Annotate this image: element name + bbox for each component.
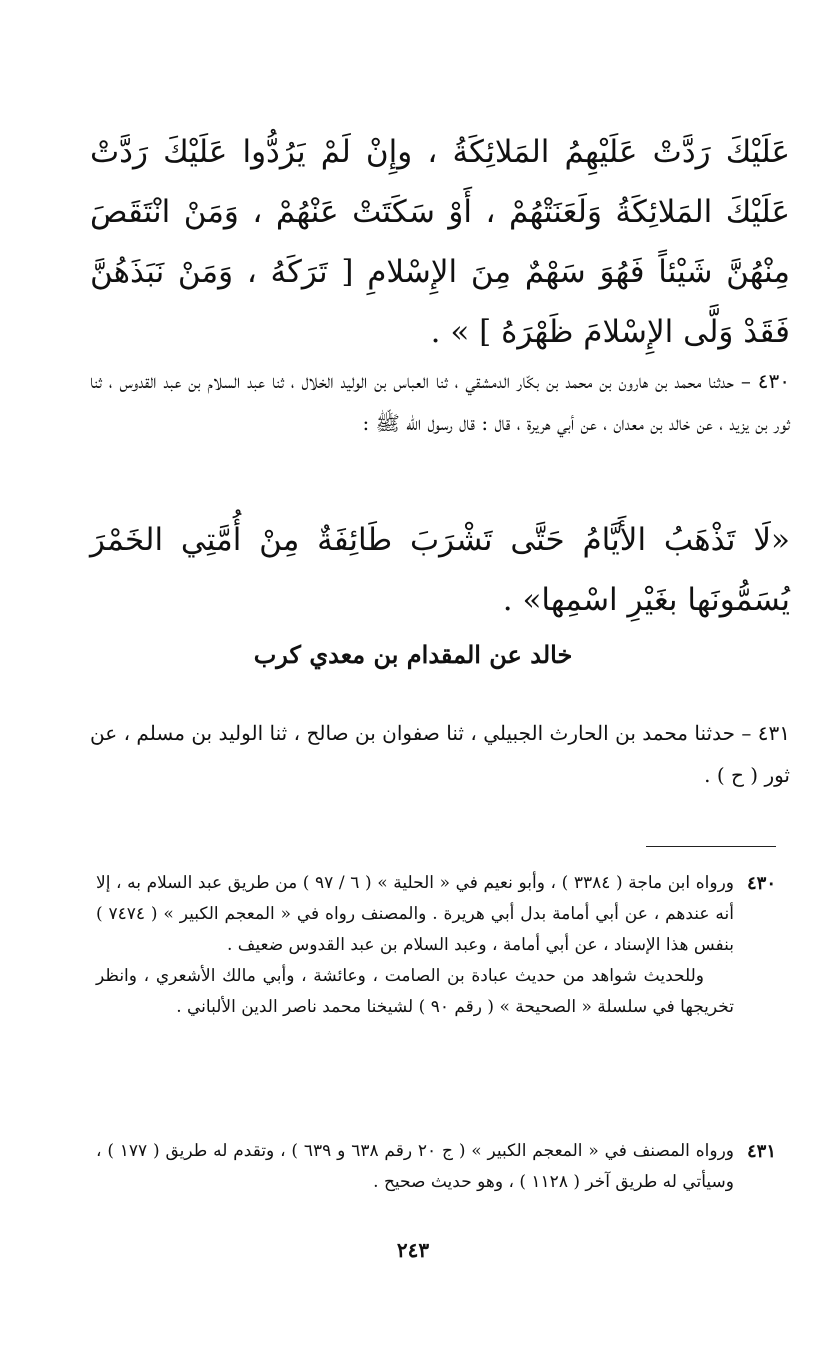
- footnote-number: ٤٣٠: [746, 873, 776, 894]
- footnote-paragraph: وللحديث شواهد من حديث عبادة بن الصامت ، وعائشة ، وأبي مالك الأشعري ، وانظر تخريجها في سلسلة « الصحيحة » ( رقم ٩٠ ) لشيخنا محمد ناصر الدين الألباني .: [96, 966, 734, 1017]
- page-number: ٢٤٣: [396, 1238, 430, 1262]
- footnote-paragraph: ورواه ابن ماجة ( ٣٣٨٤ ) ، وأبو نعيم في « الحلية » ( ٦ / ٩٧ ) من طريق عبد السلام به ، إلا أنه عندهم ، عن أبي أمامة بدل أبي هريرة . والمصنف رواه في « المعجم الكبير » ( ٧٤٧٤ ) بنفس هذا الإسناد ، عن أبي أمامة ، وعبد السلام بن عبد القدوس ضعيف .: [96, 873, 734, 955]
- hadith-text-continuation: عَلَيْكَ رَدَّتْ عَلَيْهِمُ المَلائِكَةُ ، وإِنْ لَمْ يَرُدُّوا عَلَيْكَ رَدَّتْ عَلَيْكَ المَلائِكَةُ وَلَعَنَتْهُمْ ، أَوْ سَكَتَتْ عَنْهُمْ ، وَمَنْ انْتَقَصَ مِنْهُنَّ شَيْئاً فَهُوَ سَهْمٌ مِنَ الإِسْلامِ [ تَرَكَهُ ، وَمَنْ نَبَذَهُنَّ فَقَدْ وَلَّى الإِسْلامَ ظَهْرَهُ ] » .: [90, 134, 790, 350]
- section-heading: خالد عن المقدام بن معدي كرب: [253, 640, 573, 669]
- footnote-body: [96, 868, 734, 1023]
- hadith-430-chain: ٤٣٠ – حدثنا محمد بن هارون بن محمد بن بكّار الدمشقي ، ثنا العباس بن الوليد الخلال ، ثنا عبد السلام بن عبد القدوس ، ثنا ثور بن يزيد ، عن خالد بن معدان ، عن أبي هريرة ، قال : قال رسول الله ﷺ :: [90, 369, 790, 435]
- footnote-431: [96, 1136, 776, 1198]
- footnote-paragraph: ورواه المصنف في « المعجم الكبير » ( ج ٢٠ رقم ٦٣٨ و ٦٣٩ ) ، وتقدم له طريق ( ١٧٧ ) ، وسيأتي له طريق آخر ( ١١٢٨ ) ، وهو حديث صحيح .: [96, 1141, 734, 1192]
- footnote-divider: [646, 846, 776, 847]
- footnote-430: [96, 868, 776, 1023]
- footnote-number: ٤٣١: [746, 1141, 776, 1162]
- hadith-431-chain: ٤٣١ – حدثنا محمد بن الحارث الجبيلي ، ثنا صفوان بن صالح ، ثنا الوليد بن مسلم ، عن ثور ( ح ) .: [90, 721, 790, 787]
- footnote-body: [96, 1136, 734, 1198]
- hadith-430-text: «لَا تَذْهَبُ الأَيَّامُ حَتَّى تَشْرَبَ طَائِفَةٌ مِنْ أُمَّتِي الخَمْرَ يُسَمُّونَها بغَيْرِ اسْمِها» .: [90, 522, 790, 618]
